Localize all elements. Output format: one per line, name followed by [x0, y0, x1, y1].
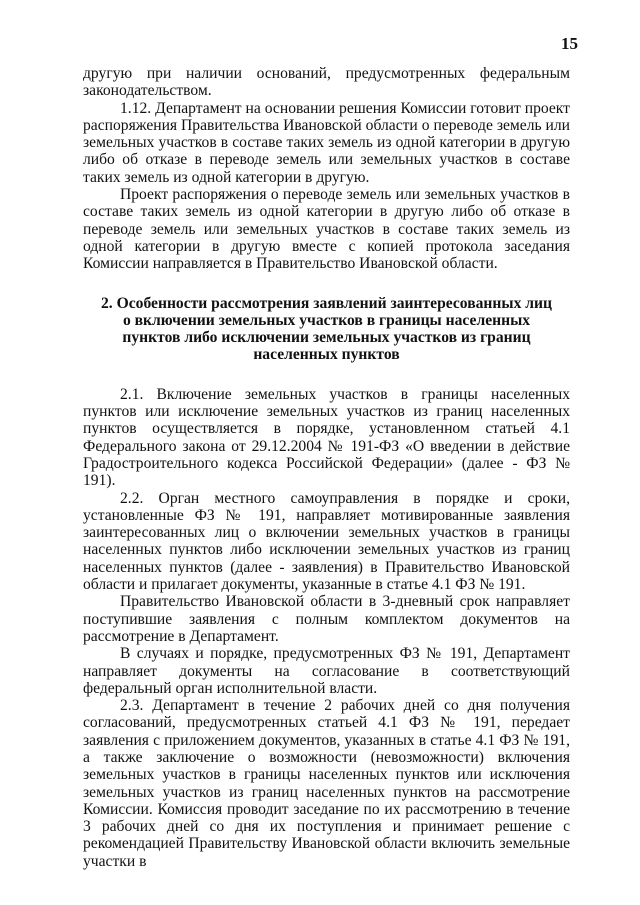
paragraph: 1.12. Департамент на основании решения Комиссии готовит проект распоряжения Правительства Ивановской области о переводе земель или земельных участков в составе таких земель из одной категории в другую либо об отказе в переводе земель или земельных участков в составе таких земель из одной категории в другую.: [83, 99, 570, 186]
paragraph: 2.3. Департамент в течение 2 рабочих дней со дня получения согласований, предусмотренных статьей 4.1 ФЗ № 191, передает заявления с приложением документов, указанных в статье 4.1 ФЗ № 191, а также заключение о возможности (невозможности) включения земельных участков в границы населенных пунктов или исключения земельных участков из границ населенных пунктов на рассмотрение Комиссии. Комиссия проводит заседание по их рассмотрению в течение 3 рабочих дней со дня их поступления и принимает решение с рекомендацией Правительству Ивановской области включить земельные участки в: [83, 697, 570, 870]
paragraph: другую при наличии оснований, предусмотренных федеральным законодательством.: [83, 65, 570, 100]
paragraph: В случаях и порядке, предусмотренных ФЗ № 191, Департамент направляет документы на согласование в соответствующий федеральный орган исполнительной власти.: [83, 645, 570, 697]
section-heading-line: о включении земельных участков в границы населенных: [122, 311, 531, 329]
section-heading-line: пунктов либо исключении земельных участков из границ: [122, 329, 531, 347]
paragraph: 2.1. Включение земельных участков в границы населенных пунктов или исключение земельных участков из границ населенных пунктов осуществляется в порядке, установленном статьей 4.1 Федерального закона от 29.12.2004 № 191-ФЗ «О введении в действие Градостроительного кодекса Российской Федерации» (далее - ФЗ № 191).: [83, 385, 570, 490]
section-heading-line: населенных пунктов: [253, 346, 400, 364]
document-body: [83, 65, 570, 870]
page-number: 15: [561, 34, 578, 53]
paragraph: Проект распоряжения о переводе земель или земельных участков в составе таких земель из одной категории в другую либо об отказе в переводе земель или земельных участков в составе таких земель из одной категории в другую вместе с копией протокола заседания Комиссии направляется в Правительство Ивановской области.: [83, 186, 570, 273]
section-heading: [83, 295, 570, 364]
paragraph: 2.2. Орган местного самоуправления в порядке и сроки, установленные ФЗ № 191, направляет мотивированные заявления заинтересованных лиц о включении земельных участков в границы населенных пунктов либо исключении земельных участков из границ населенных пунктов (далее - заявления) в Правительство Ивановской области и прилагает документы, указанные в статье 4.1 ФЗ № 191.: [83, 489, 570, 594]
paragraph: Правительство Ивановской области в 3-дневный срок направляет поступившие заявления с полным комплектом документов на рассмотрение в Департамент.: [83, 593, 570, 645]
section-heading-line: 2. Особенности рассмотрения заявлений заинтересованных лиц: [101, 294, 552, 312]
